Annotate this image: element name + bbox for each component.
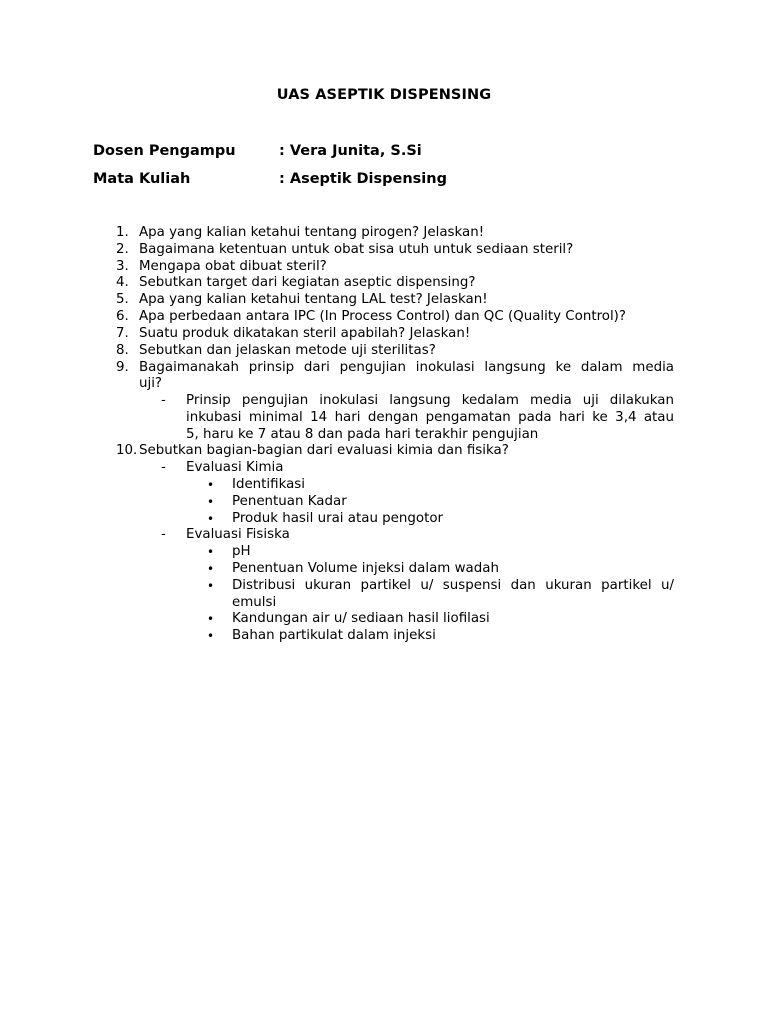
- question-text: Suatu produk dikatakan steril apabilah? Jelaskan!: [139, 326, 471, 341]
- answer-text: Prinsip pengujian inokulasi langsung kedalam media uji dilakukan: [186, 393, 674, 408]
- meta-label-course: Mata Kuliah: [93, 171, 191, 187]
- group-label-physics: Evaluasi Fisiska: [186, 527, 290, 542]
- question-text: Sebutkan target dari kegiatan aseptic dispensing?: [139, 275, 476, 290]
- question-text: Apa yang kalian ketahui tentang pirogen? Jelaskan!: [139, 225, 485, 240]
- list-item: Penentuan Volume injeksi dalam wadah: [232, 561, 499, 576]
- question-number: 9.: [116, 360, 129, 375]
- question-text: Bagaimana ketentuan untuk obat sisa utuh untuk sediaan steril?: [139, 242, 574, 257]
- group-dash: -: [161, 460, 166, 475]
- answer-text: 5, haru ke 7 atau 8 dan pada hari terakhir pengujian: [186, 427, 539, 442]
- question-number: 6.: [116, 309, 129, 324]
- question-text: Sebutkan bagian-bagian dari evaluasi kimia dan fisika?: [139, 443, 509, 458]
- question-text: Sebutkan dan jelaskan metode uji sterilitas?: [139, 343, 436, 358]
- document-title: UAS ASEPTIK DISPENSING: [276, 87, 492, 103]
- list-item: pH: [232, 544, 251, 559]
- list-item: Identifikasi: [232, 477, 306, 492]
- question-number: 8.: [116, 343, 129, 358]
- question-text: Mengapa obat dibuat steril?: [139, 259, 327, 274]
- question-number: 4.: [116, 275, 129, 290]
- question-number: 1.: [116, 225, 129, 240]
- bullet-icon: •: [207, 629, 215, 643]
- question-text: Bagaimanakah prinsip dari pengujian inokulasi langsung ke dalam media: [139, 360, 674, 375]
- question-number: 5.: [116, 292, 129, 307]
- bullet-icon: •: [207, 579, 215, 593]
- question-text: Apa yang kalian ketahui tentang LAL test? Jelaskan!: [139, 292, 488, 307]
- meta-label-lecturer: Dosen Pengampu: [93, 143, 236, 159]
- list-item: Kandungan air u/ sediaan hasil liofilasi: [232, 611, 490, 626]
- question-number: 7.: [116, 326, 129, 341]
- list-item: Produk hasil urai atau pengotor: [232, 511, 444, 526]
- bullet-icon: •: [207, 495, 215, 509]
- question-number: 2.: [116, 242, 129, 257]
- question-text: Apa perbedaan antara IPC (In Process Control) dan QC (Quality Control)?: [139, 309, 627, 324]
- question-number: 3.: [116, 259, 129, 274]
- bullet-icon: •: [207, 478, 215, 492]
- list-item: Distribusi ukuran partikel u/ suspensi dan ukuran partikel u/: [232, 578, 674, 593]
- meta-value-course: : Aseptik Dispensing: [279, 171, 447, 187]
- bullet-icon: •: [207, 512, 215, 526]
- list-item: Bahan partikulat dalam injeksi: [232, 628, 436, 643]
- bullet-icon: •: [207, 562, 215, 576]
- question-number: 10.: [116, 443, 138, 458]
- answer-dash: -: [161, 393, 166, 408]
- bullet-icon: •: [207, 612, 215, 626]
- list-item: Penentuan Kadar: [232, 494, 347, 509]
- question-text-continued: uji?: [139, 376, 163, 391]
- bullet-icon: •: [207, 545, 215, 559]
- group-dash: -: [161, 527, 166, 542]
- meta-value-lecturer: : Vera Junita, S.Si: [279, 143, 422, 159]
- list-item-continued: emulsi: [232, 595, 277, 610]
- answer-text: inkubasi minimal 14 hari dengan pengamatan pada hari ke 3,4 atau: [186, 410, 674, 425]
- group-label-chemistry: Evaluasi Kimia: [186, 460, 284, 475]
